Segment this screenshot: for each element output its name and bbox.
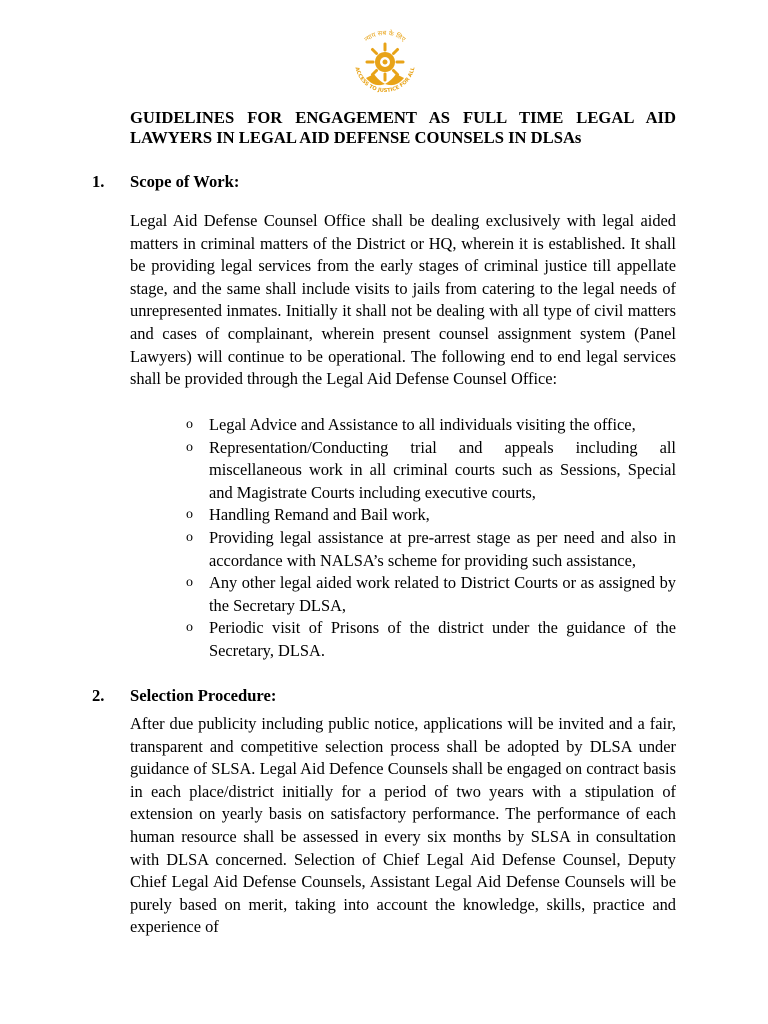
list-item-text: Representation/Conducting trial and appeals including all miscellaneous work in all criminal courts such as Sessions, Special and Magistrate Courts including executive courts, <box>209 437 676 502</box>
bullet-marker: o <box>186 575 193 591</box>
nalsa-emblem-icon <box>344 22 426 104</box>
section-title: Selection Procedure: <box>130 686 277 705</box>
bullet-marker: o <box>186 417 193 432</box>
svg-text:न्याय सब के लिए <box>363 29 408 44</box>
list-item <box>186 527 676 572</box>
scope-bullet-list <box>186 414 676 663</box>
list-item <box>186 572 676 617</box>
list-item-text: Any other legal aided work related to District Courts or as assigned by the Secretary DLSA, <box>209 573 676 615</box>
section-title: Scope of Work: <box>130 172 240 191</box>
list-item <box>186 617 676 662</box>
bullet-marker: o <box>186 507 193 523</box>
title-line-1: GUIDELINES FOR ENGAGEMENT AS FULL TIME LEGAL AID <box>130 108 676 127</box>
list-item-text: Periodic visit of Prisons of the district under the guidance of the Secretary, DLSA. <box>209 618 676 660</box>
title-line-2: LAWYERS IN LEGAL AID DEFENSE COUNSELS IN DLSAs <box>130 128 582 147</box>
bullet-marker: o <box>186 439 193 455</box>
emblem-motto-top: न्याय सब के लिए <box>362 28 408 44</box>
list-item <box>186 414 676 437</box>
list-item <box>186 437 676 505</box>
nalsa-emblem <box>344 22 426 104</box>
document-title <box>130 108 676 148</box>
list-item-text: Providing legal assistance at pre-arrest stage as per need and also in accordance with NALSA’s scheme for providing such assistance, <box>209 527 676 570</box>
bullet-marker: o <box>186 529 193 545</box>
section-number: 1. <box>92 172 105 191</box>
section-number: 2. <box>92 686 105 705</box>
section-2-paragraph: After due publicity including public notice, applications will be invited and a fair, transparent and competitive selection process shall be adopted by DLSA under guidance of SLSA. Legal Aid Defence Counsels shall be engaged on contract basis in each place/district initially for a period of two years with a stipulation of extension on yearly basis on satisfactory performance. The performance of each human resource shall be assessed in every six months by SLSA in consultation with DLSA concerned. Selection of Chief Legal Aid Defense Counsel, Deputy Chief Legal Aid Defense Counsels, Assistant Legal Aid Defense Counsels will be purely based on merit, taking into account the knowledge, skills, practice and experience of <box>130 714 676 937</box>
emblem-motto-bottom: ACCESS TO JUSTICE FOR ALL <box>353 66 417 95</box>
list-item-text: Handling Remand and Bail work, <box>209 505 430 525</box>
bullet-marker: o <box>186 620 193 636</box>
section-1-paragraph: Legal Aid Defense Counsel Office shall be dealing exclusively with legal aided matters in criminal matters of the District or HQ, wherein it is established. It shall be providing legal services from the early stages of criminal justice till appellate stage, and the same shall include visits to jails from catering to the legal needs of unrepresented inmates. Initially it shall not be dealing with all type of civil matters and cases of complainant, wherein present counsel assignment system (Panel Lawyers) will continue to be operational. The following end to end legal services shall be provided through the Legal Aid Defense Counsel Office: <box>130 211 676 389</box>
list-item-text: Legal Advice and Assistance to all individuals visiting the office, <box>209 415 636 434</box>
list-item <box>186 504 676 527</box>
